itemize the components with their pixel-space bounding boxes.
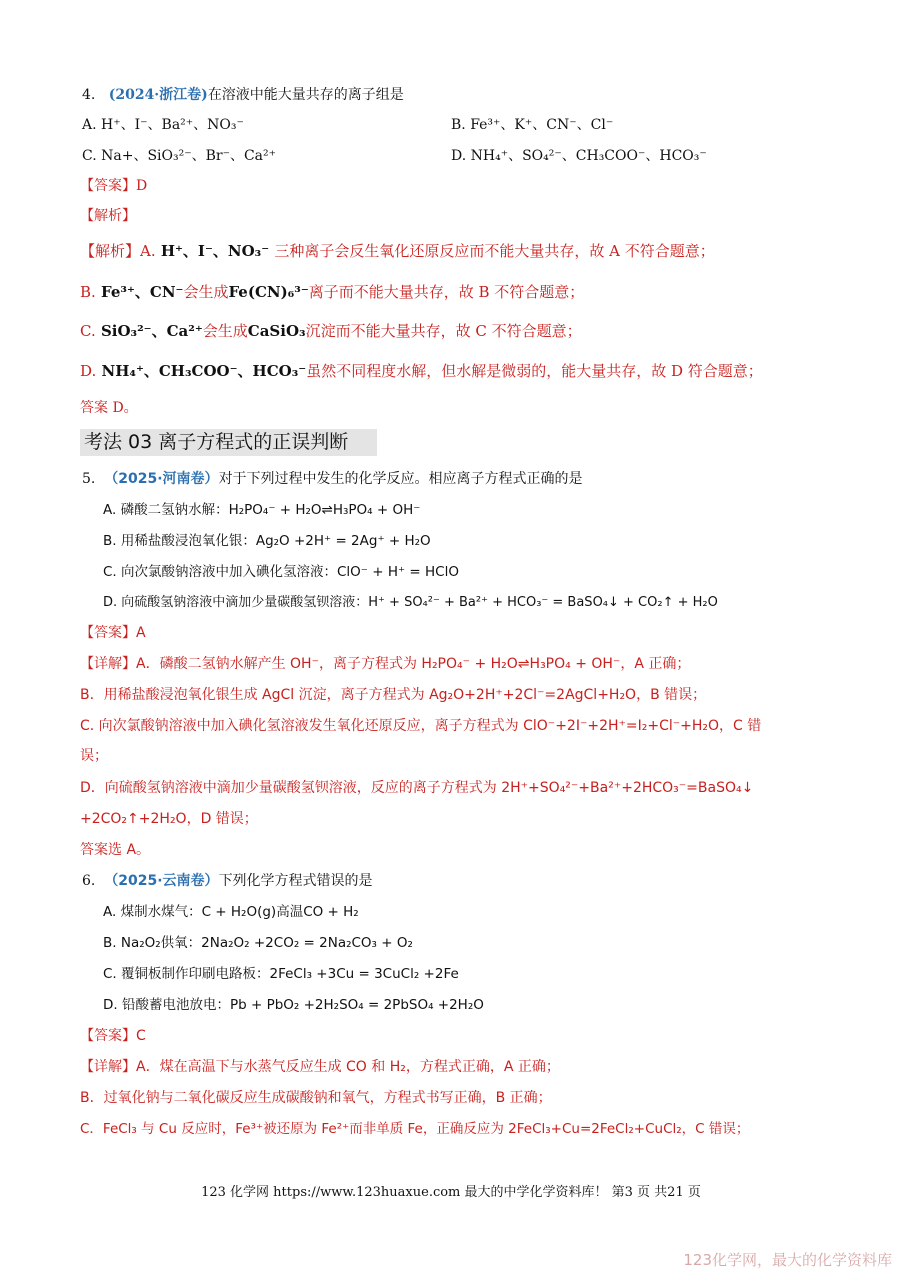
q4-analysis-a-text: 三种离子会反生氧化还原反应而不能大量共存，故 A 不符合题意； (274, 242, 715, 260)
q4-analysis-title: 【解析】 (80, 208, 136, 224)
q5-option-a: A. 磷酸二氢钠水解：H₂PO₄⁻ + H₂O⇌H₃PO₄ + OH⁻ (103, 502, 421, 518)
q4-final-answer: 答案 D。 (80, 400, 138, 416)
q6-answer: 【答案】C (80, 1028, 146, 1044)
q4-analysis-b-text2: 离子而不能大量共存，故 B 不符合题意； (308, 283, 585, 301)
q5-final-answer: 答案选 A。 (80, 842, 151, 858)
q5-explanation-c-cont: 误； (80, 748, 108, 764)
q4-option-c: C. Na+、SiO₃²⁻、Br⁻、Ca²⁺ (82, 148, 277, 164)
q5-explanation-d-cont: +2CO₂↑+2H₂O，D 错误； (80, 811, 258, 827)
q5-source: （2025·河南卷） (104, 471, 219, 487)
q4-analysis-b-ion2: Fe(CN)₆³⁻ (228, 283, 309, 301)
q6-explanation-a: 【详解】A．煤在高温下与水蒸气反应生成 CO 和 H₂，方程式正确，A 正确； (80, 1059, 560, 1075)
q6-option-d: D. 铅酸蓄电池放电：Pb + PbO₂ +2H₂SO₄ = 2PbSO₄ +2H₂O (103, 997, 484, 1013)
q5-answer: 【答案】A (80, 625, 146, 641)
q4-analysis-b-text1: 会生成 (183, 283, 229, 301)
q6-option-a: A. 煤制水煤气：C + H₂O(g)高温CO + H₂ (103, 904, 359, 920)
q4-analysis-d-text: 虽然不同程度水解，但水解是微弱的，能大量共存，故 D 符合题意； (306, 362, 763, 380)
q5-option-c: C. 向次氯酸钠溶液中加入碘化氢溶液：ClO⁻ + H⁺ = HClO (103, 564, 459, 580)
q4-analysis-a-ions: H⁺、I⁻、NO₃⁻ (155, 242, 275, 260)
q6-number: 6. (82, 873, 96, 889)
q6-explanation-c: C．FeCl₃ 与 Cu 反应时，Fe³⁺被还原为 Fe²⁺而非单质 Fe，正确反应为 2FeCl₃+Cu=2FeCl₂+CuCl₂，C 错误； (80, 1121, 750, 1137)
watermark: 123化学网，最大的化学资料库 (683, 1251, 892, 1269)
q5-explanation-a: 【详解】A．磷酸二氢钠水解产生 OH⁻，离子方程式为 H₂PO₄⁻ + H₂O⇌H₃PO₄ + OH⁻，A 正确； (80, 656, 691, 672)
q5-stem-line (82, 469, 583, 489)
q4-number: 4. (82, 87, 96, 103)
q4-analysis-d-tag: D. (80, 362, 97, 380)
q4-analysis-d-ions: NH₄⁺、CH₃COO⁻、HCO₃⁻ (96, 362, 307, 380)
q4-analysis-c (80, 321, 582, 341)
q6-source: （2025·云南卷） (104, 873, 219, 889)
q4-analysis-c-text1: 会生成 (202, 322, 248, 340)
q4-option-b: B. Fe³⁺、K⁺、CN⁻、Cl⁻ (451, 117, 614, 133)
q6-explanation-b: B．过氧化钠与二氧化碳反应生成碳酸钠和氧气，方程式书写正确，B 正确； (80, 1090, 552, 1106)
page-footer: 123 化学网 https://www.123huaxue.com 最大的中学化学资料库！ 第3 页 共21 页 (201, 1185, 701, 1200)
q4-source: (2024·浙江卷) (108, 87, 208, 103)
q4-analysis-a (80, 241, 715, 261)
q5-explanation-c: C. 向次氯酸钠溶液中加入碘化氢溶液发生氧化还原反应，离子方程式为 ClO⁻+2I⁻+2H⁺=I₂+Cl⁻+H₂O，C 错 (80, 718, 762, 734)
q4-stem: 在溶液中能大量共存的离子组是 (207, 87, 404, 103)
q5-option-d: D. 向硫酸氢钠溶液中滴加少量碳酸氢钡溶液：H⁺ + SO₄²⁻ + Ba²⁺ + HCO₃⁻ = BaSO₄↓ + CO₂↑ + H₂O (103, 595, 718, 610)
q4-analysis-b-ions: Fe³⁺、CN⁻ (95, 283, 184, 301)
q6-option-b: B. Na₂O₂供氧：2Na₂O₂ +2CO₂ = 2Na₂CO₃ + O₂ (103, 935, 413, 951)
q4-analysis-c-ions: SiO₃²⁻、Ca²⁺ (95, 322, 203, 340)
q4-option-d: D. NH₄⁺、SO₄²⁻、CH₃COO⁻、HCO₃⁻ (451, 148, 707, 164)
q5-number: 5. (82, 471, 96, 487)
q6-option-c: C. 覆铜板制作印刷电路板：2FeCl₃ +3Cu = 3CuCl₂ +2Fe (103, 966, 459, 982)
q4-analysis-d (80, 361, 763, 381)
q4-analysis-c-text2: 沉淀而不能大量共存，故 C 不符合题意； (305, 322, 582, 340)
q4-analysis-c-ion2: CaSiO₃ (247, 322, 306, 340)
q6-stem-line (82, 871, 373, 891)
q4-analysis-b (80, 282, 584, 302)
q4-stem-line (82, 85, 404, 105)
q5-option-b: B. 用稀盐酸浸泡氧化银：Ag₂O +2H⁺ = 2Ag⁺ + H₂O (103, 533, 431, 549)
q4-analysis-b-tag: B. (80, 283, 96, 301)
q5-explanation-b: B．用稀盐酸浸泡氧化银生成 AgCl 沉淀，离子方程式为 Ag₂O+2H⁺+2Cl⁻=2AgCl+H₂O，B 错误； (80, 687, 707, 703)
q4-analysis-c-tag: C. (80, 322, 96, 340)
q4-answer: 【答案】D (80, 178, 148, 194)
q6-stem: 下列化学方程式错误的是 (218, 873, 373, 889)
section-title: 考法 03 离子方程式的正误判断 (80, 429, 377, 456)
q4-option-a: A. H⁺、I⁻、Ba²⁺、NO₃⁻ (82, 117, 244, 133)
q5-stem: 对于下列过程中发生的化学反应。相应离子方程式正确的是 (218, 471, 583, 487)
q4-analysis-a-tag: 【解析】A. (80, 242, 156, 260)
q5-explanation-d: D．向硫酸氢钠溶液中滴加少量碳酸氢钡溶液，反应的离子方程式为 2H⁺+SO₄²⁻+Ba²⁺+2HCO₃⁻=BaSO₄↓ (80, 780, 754, 796)
